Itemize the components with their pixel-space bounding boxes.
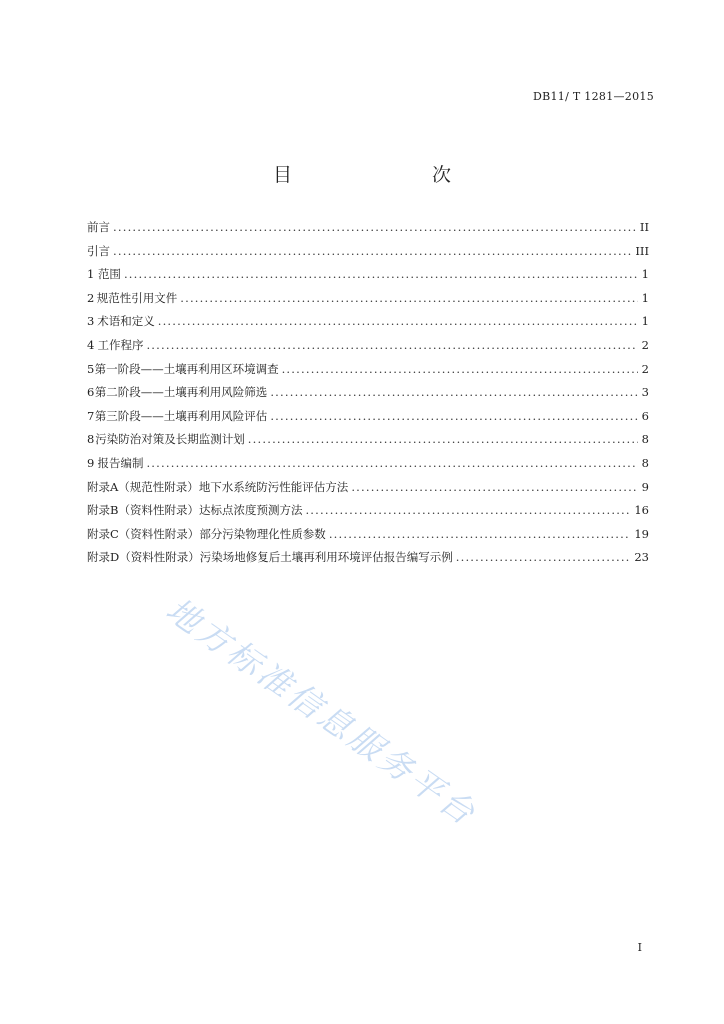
toc-entry-8[interactable] <box>87 431 649 455</box>
toc-page-number: 1 <box>641 314 649 329</box>
toc-leader <box>113 244 632 258</box>
toc-leader <box>456 550 632 564</box>
toc-leader <box>146 456 638 470</box>
table-of-contents <box>87 219 649 573</box>
toc-page-number: 6 <box>641 408 649 423</box>
toc-page-number: 16 <box>634 503 649 518</box>
toc-entry-6[interactable] <box>87 384 649 408</box>
toc-leader <box>305 503 631 517</box>
toc-label: 污染防治对策及长期监测计划 <box>95 432 245 447</box>
toc-leader <box>248 432 638 446</box>
toc-leader <box>113 220 637 234</box>
toc-page-number: II <box>639 220 649 234</box>
toc-leader <box>329 527 632 541</box>
toc-page-number: 2 <box>641 337 649 352</box>
toc-leader <box>124 267 638 281</box>
toc-section-number: 1 <box>87 267 95 282</box>
toc-page-number: 8 <box>641 432 649 447</box>
toc-entry-foreword[interactable] <box>87 219 649 243</box>
toc-appendix-prefix: 附录C（资料性附录） <box>87 526 200 541</box>
toc-entry-appendix-c[interactable] <box>87 526 649 550</box>
watermark: 地方标准信息服务平台 <box>159 589 485 835</box>
toc-label: 术语和定义 <box>97 314 155 329</box>
toc-page-number: 19 <box>634 526 649 541</box>
toc-label: 引言 <box>87 243 110 258</box>
toc-leader <box>158 314 638 328</box>
toc-entry-appendix-a[interactable] <box>87 479 649 503</box>
toc-section-number: 2 <box>87 290 95 305</box>
toc-label: 前言 <box>87 220 110 234</box>
toc-page-number: 8 <box>641 455 649 470</box>
toc-entry-1[interactable] <box>87 266 649 290</box>
toc-page-number: III <box>635 243 649 258</box>
toc-label: 第三阶段——土壤再利用风险评估 <box>94 408 268 423</box>
toc-appendix-prefix: 附录A（规范性附录） <box>87 479 199 494</box>
toc-page-number: 1 <box>641 290 649 305</box>
toc-page-number: 23 <box>634 550 649 565</box>
toc-label: 第二阶段——土壤再利用风险筛选 <box>94 385 268 400</box>
toc-page-number: 1 <box>641 267 649 282</box>
toc-entry-appendix-d[interactable] <box>87 549 649 573</box>
toc-leader <box>270 385 638 399</box>
standard-code: DB11/ T 1281—2015 <box>532 90 654 103</box>
toc-leader <box>146 338 638 352</box>
toc-entry-9[interactable] <box>87 455 649 479</box>
toc-label: 范围 <box>97 267 121 282</box>
toc-section-number: 5 <box>87 361 95 376</box>
toc-section-number: 3 <box>87 314 95 329</box>
toc-label: 工作程序 <box>97 337 144 352</box>
page-title: 目 次 <box>272 164 485 186</box>
toc-page-number: 9 <box>641 479 649 494</box>
toc-leader <box>180 291 638 305</box>
toc-page-number: 3 <box>641 385 649 400</box>
toc-entry-2[interactable] <box>87 290 649 314</box>
toc-section-number: 9 <box>87 455 95 470</box>
toc-section-number: 4 <box>87 337 95 352</box>
toc-section-number: 8 <box>87 432 95 447</box>
footer-page-number: I <box>637 941 642 954</box>
toc-section-number: 6 <box>87 385 95 400</box>
toc-leader <box>270 409 638 423</box>
toc-leader <box>351 480 638 494</box>
toc-entry-7[interactable] <box>87 408 649 432</box>
toc-section-number: 7 <box>87 408 95 423</box>
toc-appendix-prefix: 附录B（资料性附录） <box>87 503 199 518</box>
toc-page-number: 2 <box>641 361 649 376</box>
toc-label: 第一阶段——土壤再利用区环境调查 <box>94 361 279 376</box>
toc-label: 污染场地修复后土壤再利用环境评估报告编写示例 <box>199 550 453 565</box>
toc-leader <box>282 362 638 376</box>
toc-label: 部分污染物理化性质参数 <box>199 526 326 541</box>
toc-entry-5[interactable] <box>87 361 649 385</box>
toc-label: 规范性引用文件 <box>96 290 178 305</box>
toc-label: 报告编制 <box>97 455 144 470</box>
toc-entry-4[interactable] <box>87 337 649 361</box>
toc-label: 达标点浓度预测方法 <box>198 503 303 518</box>
toc-entry-introduction[interactable] <box>87 243 649 267</box>
toc-entry-3[interactable] <box>87 313 649 337</box>
toc-label: 地下水系统防污性能评估方法 <box>198 479 349 494</box>
toc-entry-appendix-b[interactable] <box>87 502 649 526</box>
toc-appendix-prefix: 附录D（资料性附录） <box>87 550 200 565</box>
